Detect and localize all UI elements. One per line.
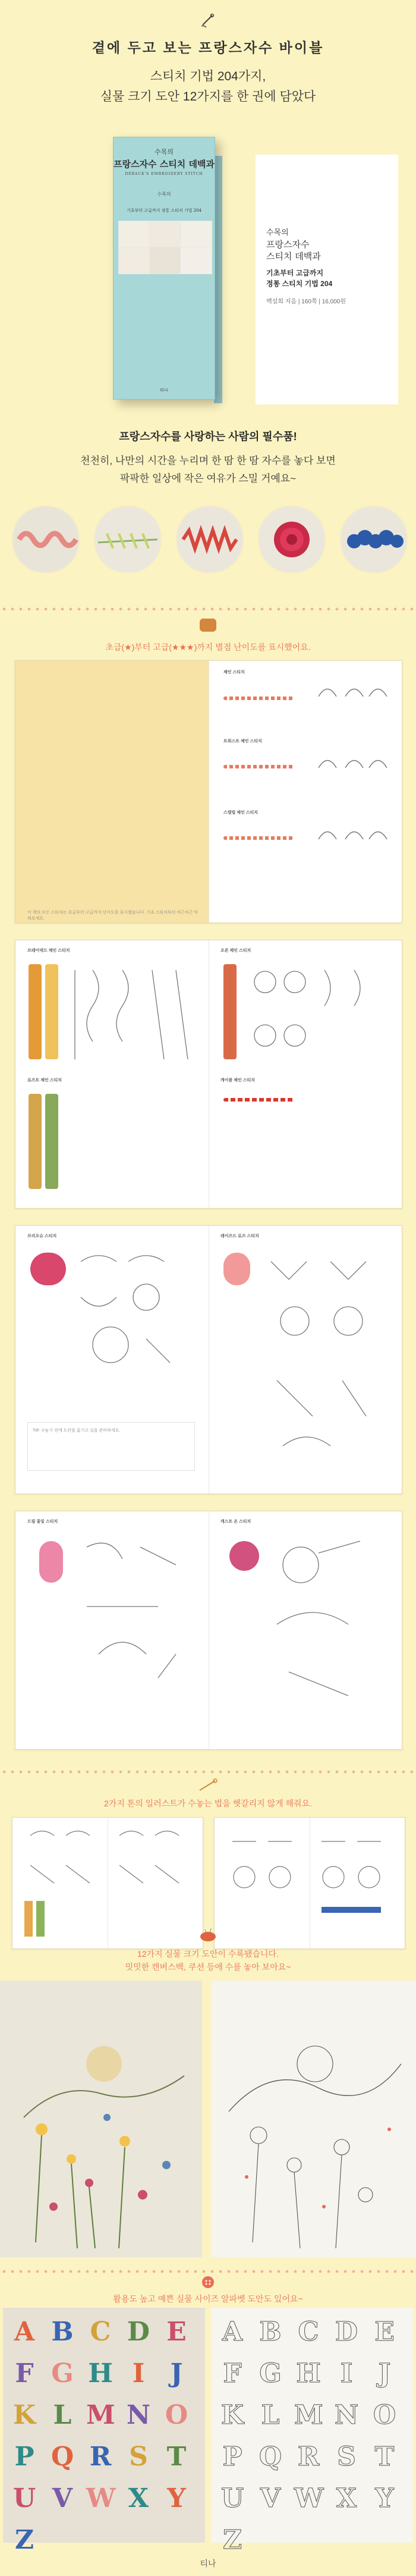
stitch-photo xyxy=(29,964,42,1059)
yarn-ball-icon xyxy=(200,619,216,632)
pincushion-icon xyxy=(199,1927,217,1946)
book-publisher: 티나 xyxy=(160,388,168,393)
spread2-heading1: 브레이데드 체인 스티치 xyxy=(27,949,70,953)
stitch-photo xyxy=(45,964,58,1059)
alphabet-pattern-letter-h: H xyxy=(296,2358,321,2389)
alphabet-letter-y: Y xyxy=(167,2483,186,2514)
alphabet-pattern-letter-v: V xyxy=(260,2483,281,2514)
note-box-text: TIP. 수놓기 전에 도안을 옮기고 실을 준비하세요. xyxy=(33,1429,121,1433)
alphabet-pattern-letter-u: U xyxy=(220,2483,244,2514)
needle-icon xyxy=(0,13,416,32)
alphabet-pattern-letter-b: B xyxy=(259,2317,282,2347)
header-sub-line2: 실물 크기 도안 12가지를 한 권에 담았다 xyxy=(100,90,316,103)
alphabet-pattern-letter-i: I xyxy=(340,2358,353,2389)
book-title: 프랑스자수 스티치 데백과 xyxy=(114,159,215,170)
alphabet-letter-k: K xyxy=(12,2400,36,2430)
alphabet-pattern-letter-f: F xyxy=(223,2358,242,2389)
alphabet-letter-c: C xyxy=(90,2317,111,2347)
stitch-diagrams xyxy=(75,1250,194,1404)
promo-line5: 정통 스티치 기법 204 xyxy=(266,280,333,288)
book-tagline: 기초부터 고급까지 정통 스티치 기법 204 xyxy=(127,208,201,213)
alphabet-pattern-letter-o: O xyxy=(373,2400,396,2430)
alphabet-pattern-letter-c: C xyxy=(298,2317,319,2347)
spread3-heading1: 브리오슈 스티치 xyxy=(27,1234,57,1238)
book-cover xyxy=(113,137,215,400)
pattern-caption-1: 12가지 실물 크기 도안이 수록됐습니다. xyxy=(137,1949,279,1959)
cover-stitch-tile xyxy=(149,247,181,274)
alphabet-pattern-letter-x: X xyxy=(336,2483,357,2514)
button-icon xyxy=(200,2275,216,2292)
stitch-sample xyxy=(223,765,295,768)
illustration-caption: 2가지 톤의 일러스트가 수놓는 법을 헷갈리지 않게 해줘요. xyxy=(104,1799,312,1808)
lead-body xyxy=(0,452,416,488)
alphabet-letter-h: H xyxy=(88,2358,113,2389)
illustration-spread-right xyxy=(214,1817,405,1949)
promo-line2: 프랑스자수 xyxy=(266,239,310,250)
alphabet-letter-e: E xyxy=(166,2317,187,2347)
book-subtitle-en: DEBACK'S EMBROIDERY STITCH xyxy=(125,172,203,176)
alphabet-letter-z: Z xyxy=(14,2525,34,2555)
thumb-stitch-5 xyxy=(340,506,408,573)
alphabet-pattern-letter-z: Z xyxy=(222,2525,242,2555)
spread1-left-text: 이 책의 모든 스티치는 초급부터 고급까지 난이도를 표시했습니다. 기초 스티치부터 차근차근 익혀보세요. xyxy=(27,911,198,921)
alphabet-letter-d: D xyxy=(127,2317,150,2347)
alphabet-letter-i: I xyxy=(132,2358,145,2389)
stitch-thumbnails xyxy=(12,506,404,583)
alphabet-letter-x: X xyxy=(128,2483,149,2514)
book-spine xyxy=(214,156,222,403)
stitch-sample xyxy=(223,836,295,840)
spread1-heading1: 체인 스티치 xyxy=(223,670,245,674)
stitch-sample xyxy=(223,1098,295,1102)
illustration-spread-left xyxy=(12,1817,203,1949)
thumb-stitch-1 xyxy=(12,506,80,573)
stitch-diagrams xyxy=(247,964,390,1065)
book-spread-1 xyxy=(15,660,402,923)
alphabet-pattern-letter-t: T xyxy=(374,2442,395,2472)
stitch-diagrams xyxy=(69,964,200,1065)
spread1-heading3: 스캘럽 체인 스티치 xyxy=(223,811,258,815)
alphabet-letter-n: N xyxy=(126,2400,151,2430)
promo-line3: 스티치 데백과 xyxy=(266,251,321,262)
embroidery-pattern xyxy=(211,1981,416,2257)
alphabet-pattern-letter-j: J xyxy=(378,2358,391,2389)
thumb-stitch-2 xyxy=(94,506,162,573)
promo-line4: 기초부터 고급까지 xyxy=(266,269,324,277)
alphabet-pattern-letter-n: N xyxy=(334,2400,359,2430)
lead-headline: 프랑스자수를 사랑하는 사람의 필수품! xyxy=(119,431,297,443)
stitch-diagrams xyxy=(259,1250,390,1470)
cover-stitch-tile xyxy=(180,247,212,274)
needle-threader-icon xyxy=(197,1778,219,1796)
cover-stitch-tile xyxy=(118,221,150,248)
spread2-heading2: 오픈 체인 스티치 xyxy=(220,949,251,953)
book-spread-3 xyxy=(15,1225,402,1494)
alphabet-letter-r: R xyxy=(89,2442,112,2472)
stitch-photo xyxy=(29,1094,42,1189)
difficulty-caption: 초급(★)부터 고급(★★★)까지 별점 난이도를 표시했어요. xyxy=(105,642,311,652)
spread3-heading2: 레이즈드 로즈 스티치 xyxy=(220,1234,259,1238)
alphabet-showcase xyxy=(0,2308,416,2555)
thumb-stitch-4 xyxy=(258,506,326,573)
book-author: 수목의 xyxy=(155,148,174,156)
divider-dots xyxy=(0,2269,416,2274)
alphabet-pattern-letter-p: P xyxy=(222,2442,242,2472)
header-sub-line1: 스티치 기법 204가지, xyxy=(150,70,266,83)
alphabet-letter-q: Q xyxy=(51,2442,74,2472)
alphabet-pattern-letter-m: M xyxy=(294,2400,323,2430)
book-spread-4 xyxy=(15,1511,402,1750)
alphabet-letter-m: M xyxy=(86,2400,115,2430)
alphabet-pattern-letter-w: W xyxy=(294,2483,324,2514)
alphabet-letter-b: B xyxy=(51,2317,74,2347)
alphabet-pattern-letter-q: Q xyxy=(259,2442,282,2472)
header-subtitle xyxy=(0,67,416,107)
stitch-photo xyxy=(223,1253,250,1285)
alphabet-pattern-letter-y: Y xyxy=(375,2483,394,2514)
divider-dots xyxy=(0,607,416,611)
alphabet-letter-j: J xyxy=(170,2358,183,2389)
spread1-heading2: 트위스트 체인 스티치 xyxy=(223,739,262,743)
book-mark: 수목의 xyxy=(157,192,171,197)
embroidery-showcase xyxy=(0,1981,416,2260)
alphabet-photo xyxy=(3,2308,205,2555)
stitch-sample xyxy=(223,696,295,700)
stitch-photo xyxy=(30,1253,66,1285)
promo-card xyxy=(256,155,398,404)
alphabet-letter-a: A xyxy=(14,2317,35,2347)
spread1-left-page xyxy=(15,661,209,923)
stitch-diagrams xyxy=(75,1535,200,1714)
alphabet-letter-w: W xyxy=(86,2483,116,2514)
stitch-photo xyxy=(39,1541,63,1583)
alphabet-pattern-letter-k: K xyxy=(220,2400,244,2430)
publisher-logo: 티나 xyxy=(200,2559,216,2568)
cover-stitch-tile xyxy=(118,247,150,274)
book-spread-2 xyxy=(15,940,402,1209)
alphabet-letter-s: S xyxy=(129,2442,148,2472)
spread4-heading1: 드릴 꽃잎 스티치 xyxy=(27,1520,58,1524)
alphabet-pattern-letter-g: G xyxy=(259,2358,282,2389)
alphabet-letter-l: L xyxy=(53,2400,72,2430)
alphabet-pattern-letter-e: E xyxy=(374,2317,395,2347)
pattern-caption-2: 밋밋한 캔버스백, 쿠션 등에 수를 놓아 보아요~ xyxy=(125,1962,291,1972)
stitch-diagrams xyxy=(265,1535,390,1714)
embroidery-photo xyxy=(0,1981,202,2257)
spread2-heading3: 로즈트 체인 스티치 xyxy=(27,1078,62,1083)
alphabet-pattern-letter-d: D xyxy=(335,2317,358,2347)
promo-price: 백설희 지음 | 160쪽 | 16,000원 xyxy=(266,299,346,305)
alphabet-pattern-letter-r: R xyxy=(297,2442,320,2472)
spread2-heading4: 케이블 체인 스티치 xyxy=(220,1078,255,1083)
lead-line1: 천천히, 나만의 시간을 누리며 한 땀 한 땀 자수를 놓다 보면 xyxy=(80,455,336,466)
stitch-diagrams xyxy=(313,679,390,893)
alphabet-letter-v: V xyxy=(52,2483,73,2514)
alphabet-letter-o: O xyxy=(165,2400,188,2430)
stitch-diagrams xyxy=(220,1824,399,1943)
stitch-photo xyxy=(223,964,237,1059)
alphabet-letter-f: F xyxy=(15,2358,34,2389)
alphabet-letter-t: T xyxy=(166,2442,187,2472)
stitch-photo xyxy=(229,1541,259,1571)
alphabet-letter-u: U xyxy=(12,2483,36,2514)
lead-line2: 팍팍한 일상에 작은 여유가 스밀 거예요~ xyxy=(119,473,297,484)
thumb-stitch-3 xyxy=(176,506,244,573)
cover-stitch-tile xyxy=(149,221,181,248)
alphabet-pattern-letter-l: L xyxy=(261,2400,280,2430)
alphabet-letter-p: P xyxy=(14,2442,34,2472)
alphabet-letter-g: G xyxy=(51,2358,74,2389)
header-title: 곁에 두고 보는 프랑스자수 바이블 xyxy=(92,40,324,55)
cover-stitch-tile xyxy=(180,221,212,248)
stitch-photo xyxy=(45,1094,58,1189)
alphabet-caption: 활용도 높고 예쁜 실물 사이즈 알파벳 도안도 있어요~ xyxy=(113,2294,303,2304)
spread4-heading2: 캐스트 온 스티치 xyxy=(220,1520,251,1524)
alphabet-pattern-letter-a: A xyxy=(222,2317,243,2347)
divider-dots xyxy=(0,1769,416,1774)
note-box xyxy=(27,1422,195,1471)
alphabet-chart xyxy=(211,2308,413,2555)
promo-line1: 수목의 xyxy=(266,228,289,237)
stitch-diagrams xyxy=(18,1824,197,1943)
alphabet-pattern-letter-s: S xyxy=(337,2442,356,2472)
